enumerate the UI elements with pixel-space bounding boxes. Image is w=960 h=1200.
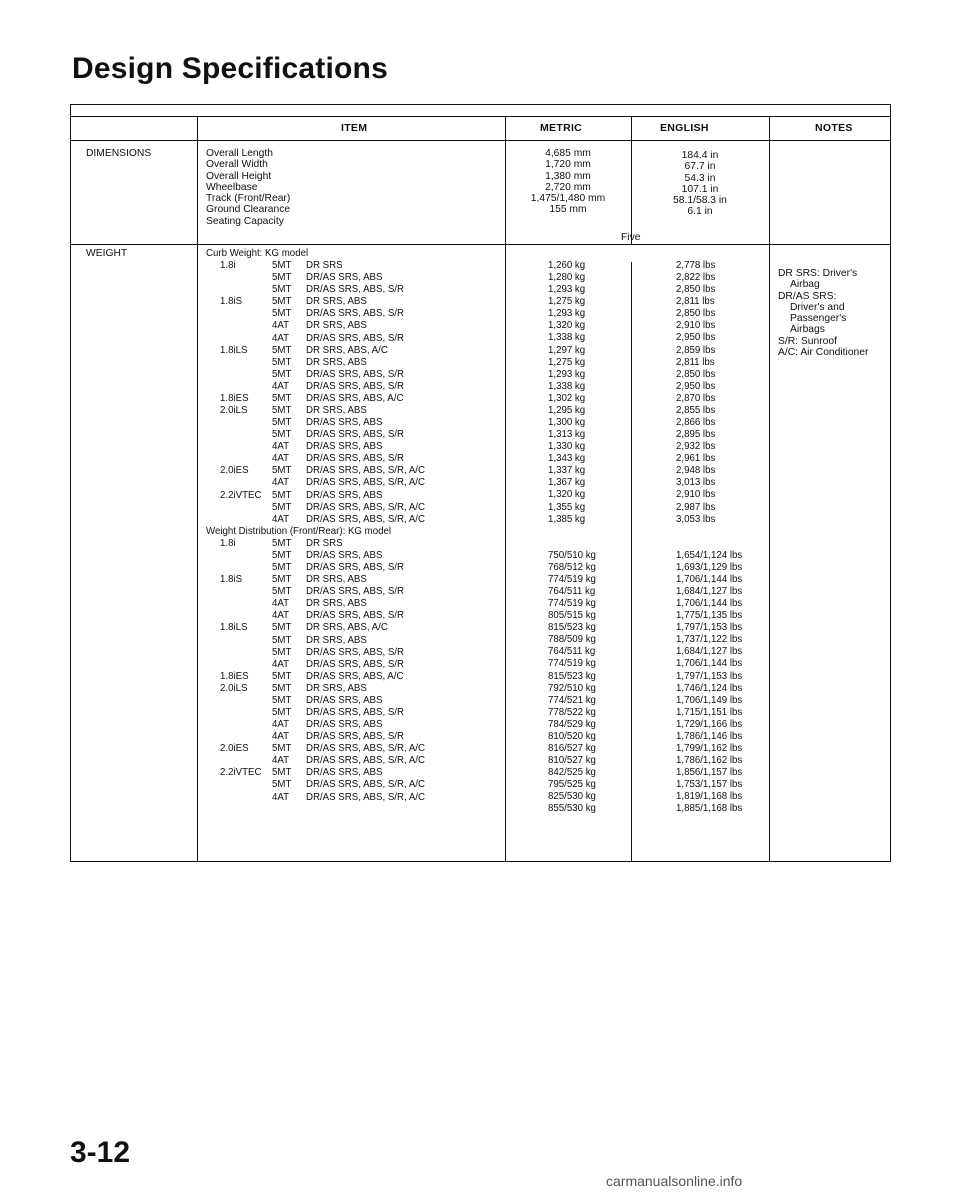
distribution-english: 1,775/1,135 lbs <box>676 610 743 622</box>
equipment: DR/AS SRS, ABS <box>306 694 383 706</box>
weight-config-row <box>206 296 425 308</box>
equipment: DR SRS <box>306 537 343 549</box>
distribution-metric: 816/527 kg <box>548 742 596 754</box>
transmission: 5MT <box>272 706 292 718</box>
model-name: 1.8iLS <box>220 344 248 356</box>
transmission: 5MT <box>272 272 292 284</box>
dimension-metric-value: 1,720 mm <box>545 159 591 171</box>
dimension-metric-value: 1,475/1,480 mm <box>530 193 606 205</box>
weight-config-row <box>206 490 425 502</box>
transmission: 5MT <box>272 368 292 380</box>
curb-weight-metric: 1,385 kg <box>548 513 586 525</box>
transmission: 4AT <box>272 755 290 767</box>
dimensions-english <box>640 150 760 218</box>
curb-weight-english: 2,778 lbs <box>676 260 716 271</box>
weight-items <box>206 248 425 804</box>
curb-weight-english: 2,859 lbs <box>676 344 716 356</box>
transmission: 4AT <box>272 658 290 670</box>
dimension-item: Overall Height <box>206 170 272 182</box>
weight-config-row <box>206 598 425 610</box>
equipment: DR SRS, ABS <box>306 405 367 417</box>
abbreviation-note: Passenger's <box>790 313 847 325</box>
weight-config-row <box>206 767 425 779</box>
weight-config-row <box>206 260 425 272</box>
curb-weight-english: 2,910 lbs <box>676 320 716 332</box>
model-name: 1.8iS <box>220 296 243 308</box>
distribution-english: 1,819/1,168 lbs <box>676 791 743 803</box>
equipment: DR SRS, ABS <box>306 634 367 646</box>
equipment: DR/AS SRS, ABS, S/R, A/C <box>306 513 425 525</box>
transmission: 5MT <box>272 284 292 296</box>
distribution-metric: 795/525 kg <box>548 779 596 791</box>
transmission: 5MT <box>272 501 292 513</box>
curb-weight-metric: 1,260 kg <box>548 260 586 271</box>
transmission: 4AT <box>272 441 290 453</box>
dimension-english-value: 184.4 in <box>681 150 719 161</box>
transmission: 4AT <box>272 719 290 731</box>
abbreviation-note: Airbags <box>790 324 825 336</box>
curb-weight-heading: Curb Weight: KG model <box>206 248 309 259</box>
dimension-item: Overall Width <box>206 159 268 171</box>
equipment: DR/AS SRS, ABS <box>306 719 383 731</box>
distribution-english: 1,715/1,151 lbs <box>676 706 743 718</box>
dimensions-metric <box>512 148 624 216</box>
transmission: 5MT <box>272 694 292 706</box>
distribution-english: 1,706/1,149 lbs <box>676 694 743 706</box>
curb-weight-english: 2,822 lbs <box>676 272 716 284</box>
distribution-metric: 774/521 kg <box>548 694 596 706</box>
distribution-metric: 774/519 kg <box>548 573 596 585</box>
distribution-english: 1,737/1,122 lbs <box>676 634 743 646</box>
dimension-item: Seating Capacity <box>206 215 284 227</box>
weight-config-row <box>206 683 425 695</box>
curb-weight-metric: 1,355 kg <box>548 501 586 513</box>
transmission: 5MT <box>272 537 292 549</box>
distribution-english: 1,746/1,124 lbs <box>676 682 743 694</box>
weight-config-row <box>206 647 425 659</box>
distribution-metric: 792/510 kg <box>548 682 596 694</box>
curb-weight-english: 2,910 lbs <box>676 489 716 501</box>
abbreviation-note: A/C: Air Conditioner <box>778 347 869 359</box>
weight-config-row <box>206 369 425 381</box>
transmission: 5MT <box>272 344 292 356</box>
spec-table <box>70 104 891 862</box>
weight-config-row <box>206 538 425 550</box>
model-name: 2.0iES <box>220 465 249 477</box>
spacer <box>548 526 596 550</box>
header-bottom-rule <box>71 140 890 141</box>
equipment: DR/AS SRS, ABS, S/R, A/C <box>306 477 425 489</box>
curb-weight-english: 2,950 lbs <box>676 380 716 392</box>
abbreviation-note: Driver's and <box>790 301 845 313</box>
equipment: DR/AS SRS, ABS, S/R <box>306 658 404 670</box>
equipment: DR/AS SRS, ABS, S/R <box>306 453 404 465</box>
dimension-metric-value: 4,685 mm <box>545 148 591 159</box>
transmission: 5MT <box>272 356 292 368</box>
abbreviation-note: DR/AS SRS: <box>778 290 837 302</box>
dimensions-items <box>206 148 290 227</box>
weight-config-row <box>206 381 425 393</box>
curb-weight-english: 2,987 lbs <box>676 501 716 513</box>
curb-weight-metric: 1,313 kg <box>548 429 586 441</box>
transmission: 5MT <box>272 634 292 646</box>
distribution-english: 1,797/1,153 lbs <box>676 622 743 634</box>
transmission: 5MT <box>272 574 292 586</box>
curb-weight-english: 2,895 lbs <box>676 429 716 441</box>
abbreviation-note: DR SRS: Driver's <box>778 268 858 279</box>
transmission: 5MT <box>272 743 292 755</box>
transmission: 5MT <box>272 465 292 477</box>
equipment: DR/AS SRS, ABS, S/R <box>306 562 404 574</box>
equipment: DR/AS SRS, ABS <box>306 489 383 501</box>
weight-config-row <box>206 514 425 526</box>
model-name: 2.0iLS <box>220 682 248 694</box>
transmission: 5MT <box>272 429 292 441</box>
transmission: 5MT <box>272 308 292 320</box>
curb-weight-english: 2,811 lbs <box>676 296 715 308</box>
transmission: 4AT <box>272 731 290 743</box>
curb-weight-english: 2,948 lbs <box>676 465 716 477</box>
equipment: DR/AS SRS, ABS, S/R <box>306 646 404 658</box>
equipment: DR/AS SRS, ABS, S/R, A/C <box>306 779 425 791</box>
model-name: 1.8iS <box>220 574 243 586</box>
spacer <box>676 526 742 550</box>
equipment: DR/AS SRS, ABS, A/C <box>306 392 404 404</box>
equipment: DR/AS SRS, ABS, S/R, A/C <box>306 501 425 513</box>
distribution-metric: 842/525 kg <box>548 767 596 779</box>
curb-weight-metric: 1,293 kg <box>548 284 586 296</box>
curb-weight-english: 2,932 lbs <box>676 441 716 453</box>
transmission: 5MT <box>272 489 292 501</box>
transmission: 4AT <box>272 610 290 622</box>
distribution-metric: 815/523 kg <box>548 670 596 682</box>
equipment: DR/AS SRS, ABS <box>306 272 383 284</box>
model-name: 2.2iVTEC <box>220 489 262 501</box>
weight-config-row <box>206 622 425 634</box>
curb-weight-english: 2,961 lbs <box>676 453 716 465</box>
dimension-metric-value: 2,720 mm <box>545 181 591 193</box>
transmission: 5MT <box>272 779 292 791</box>
equipment: DR/AS SRS, ABS, S/R <box>306 284 404 296</box>
curb-weight-metric: 1,302 kg <box>548 392 586 404</box>
equipment: DR/AS SRS, ABS <box>306 549 383 561</box>
weight-config-row <box>206 707 425 719</box>
distribution-metric: 764/511 kg <box>548 646 596 658</box>
distribution-metric: 778/522 kg <box>548 706 596 718</box>
curb-weight-metric: 1,337 kg <box>548 465 586 477</box>
col-divider-section <box>197 117 198 861</box>
transmission: 5MT <box>272 670 292 682</box>
distribution-english: 1,885/1,168 lbs <box>676 803 743 815</box>
section-weight: WEIGHT <box>86 248 128 259</box>
weight-config-row <box>206 429 425 441</box>
distribution-metric: 815/523 kg <box>548 622 596 634</box>
equipment: DR/AS SRS, ABS, S/R <box>306 706 404 718</box>
equipment: DR/AS SRS, ABS, S/R <box>306 610 404 622</box>
weight-config-row <box>206 586 425 598</box>
weight-config-row <box>206 477 425 489</box>
transmission: 4AT <box>272 477 290 489</box>
weight-config-row <box>206 417 425 429</box>
distribution-english: 1,797/1,153 lbs <box>676 670 743 682</box>
equipment: DR SRS, ABS <box>306 320 367 332</box>
section-dimensions: DIMENSIONS <box>86 148 152 159</box>
transmission: 5MT <box>272 622 292 634</box>
model-name: 1.8i <box>220 537 236 549</box>
curb-weight-english: 2,850 lbs <box>676 284 716 296</box>
distribution-english: 1,856/1,157 lbs <box>676 767 743 779</box>
transmission: 5MT <box>272 682 292 694</box>
curb-weight-metric: 1,300 kg <box>548 417 586 429</box>
transmission: 4AT <box>272 513 290 525</box>
curb-weight-metric: 1,297 kg <box>548 344 586 356</box>
distribution-english: 1,786/1,146 lbs <box>676 730 743 742</box>
model-name: 2.0iES <box>220 743 249 755</box>
curb-weight-english: 2,850 lbs <box>676 368 716 380</box>
model-name: 1.8iLS <box>220 622 248 634</box>
equipment: DR/AS SRS, ABS, S/R, A/C <box>306 743 425 755</box>
weight-config-row <box>206 550 425 562</box>
abbreviation-note: Airbag <box>790 279 820 291</box>
curb-weight-metric: 1,275 kg <box>548 356 586 368</box>
header-top-rule <box>71 116 890 117</box>
weight-config-row <box>206 502 425 514</box>
abbreviation-note: S/R: Sunroof <box>778 335 837 347</box>
transmission: 5MT <box>272 767 292 779</box>
equipment: DR SRS, ABS <box>306 296 367 308</box>
weight-config-row <box>206 284 425 296</box>
distribution-metric: 810/520 kg <box>548 730 596 742</box>
equipment: DR SRS, ABS <box>306 598 367 610</box>
curb-weight-metric: 1,330 kg <box>548 441 586 453</box>
weight-config-row <box>206 671 425 683</box>
col-divider-english <box>769 117 770 861</box>
weight-config-row <box>206 574 425 586</box>
equipment: DR SRS, ABS <box>306 682 367 694</box>
col-divider-item <box>505 117 506 861</box>
weight-metric <box>548 260 596 815</box>
header-english: ENGLISH <box>660 122 709 134</box>
transmission: 5MT <box>272 260 292 272</box>
transmission: 5MT <box>272 296 292 308</box>
dimension-english-value: 6.1 in <box>687 206 713 218</box>
curb-weight-metric: 1,293 kg <box>548 308 586 320</box>
weight-config-row <box>206 695 425 707</box>
transmission: 5MT <box>272 549 292 561</box>
distribution-english: 1,753/1,157 lbs <box>676 779 743 791</box>
page-number: 3-12 <box>70 1136 131 1169</box>
weight-config-row <box>206 320 425 332</box>
equipment: DR SRS <box>306 260 343 272</box>
dimension-item: Ground Clearance <box>206 204 291 216</box>
weight-config-row <box>206 308 425 320</box>
curb-weight-english: 2,850 lbs <box>676 308 716 320</box>
transmission: 5MT <box>272 405 292 417</box>
curb-weight-english: 2,811 lbs <box>676 356 715 368</box>
curb-weight-metric: 1,338 kg <box>548 380 586 392</box>
col-divider-metric <box>631 117 632 244</box>
transmission: 5MT <box>272 646 292 658</box>
dimensions-bottom-rule <box>71 244 890 245</box>
curb-weight-metric: 1,338 kg <box>548 332 586 344</box>
weight-config-row <box>206 635 425 647</box>
weight-config-row <box>206 357 425 369</box>
weight-config-row <box>206 743 425 755</box>
dimension-metric-value: 155 mm <box>549 204 587 216</box>
weight-config-row <box>206 610 425 622</box>
weight-config-row <box>206 345 425 357</box>
weight-config-row <box>206 465 425 477</box>
transmission: 4AT <box>272 453 290 465</box>
distribution-metric: 774/519 kg <box>548 658 596 670</box>
equipment: DR/AS SRS, ABS, S/R <box>306 380 404 392</box>
equipment: DR SRS, ABS <box>306 356 367 368</box>
distribution-english: 1,684/1,127 lbs <box>676 585 743 597</box>
transmission: 5MT <box>272 586 292 598</box>
transmission: 4AT <box>272 332 290 344</box>
distribution-metric: 825/530 kg <box>548 791 596 803</box>
curb-weight-english: 2,866 lbs <box>676 417 716 429</box>
equipment: DR/AS SRS, ABS, A/C <box>306 670 404 682</box>
equipment: DR/AS SRS, ABS, S/R <box>306 731 404 743</box>
weight-config-row <box>206 792 425 804</box>
equipment: DR/AS SRS, ABS <box>306 441 383 453</box>
weight-config-row <box>206 272 425 284</box>
transmission: 4AT <box>272 380 290 392</box>
distribution-metric: 810/527 kg <box>548 755 596 767</box>
transmission: 5MT <box>272 562 292 574</box>
distribution-english: 1,684/1,127 lbs <box>676 646 743 658</box>
model-name: 2.2iVTEC <box>220 767 262 779</box>
curb-weight-metric: 1,320 kg <box>548 489 586 501</box>
equipment: DR/AS SRS, ABS, S/R <box>306 429 404 441</box>
equipment: DR/AS SRS, ABS, S/R <box>306 368 404 380</box>
curb-weight-metric: 1,280 kg <box>548 272 586 284</box>
weight-config-row <box>206 719 425 731</box>
dimension-english-value: 107.1 in <box>681 183 719 195</box>
equipment: DR SRS, ABS, A/C <box>306 344 388 356</box>
weight-config-row <box>206 731 425 743</box>
weight-notes <box>778 268 868 358</box>
equipment: DR/AS SRS, ABS <box>306 417 383 429</box>
dimension-item: Wheelbase <box>206 181 258 193</box>
distribution-metric: 764/511 kg <box>548 585 596 597</box>
equipment: DR SRS, ABS <box>306 574 367 586</box>
weight-config-row <box>206 779 425 791</box>
curb-weight-metric: 1,367 kg <box>548 477 586 489</box>
weight-config-row <box>206 659 425 671</box>
curb-weight-english: 3,013 lbs <box>676 477 716 489</box>
dimension-metric-value: 1,380 mm <box>545 170 591 182</box>
curb-weight-metric: 1,343 kg <box>548 453 586 465</box>
page-title: Design Specifications <box>72 52 388 85</box>
distribution-metric: 768/512 kg <box>548 561 596 573</box>
dimension-english-value: 67.7 in <box>684 161 716 173</box>
dimension-english-value: 58.1/58.3 in <box>673 195 727 207</box>
weight-distribution-heading: Weight Distribution (Front/Rear): KG model <box>206 525 392 537</box>
weight-config-row <box>206 441 425 453</box>
distribution-english: 1,706/1,144 lbs <box>676 598 743 610</box>
weight-config-row <box>206 393 425 405</box>
curb-weight-english: 2,950 lbs <box>676 332 716 344</box>
transmission: 4AT <box>272 598 290 610</box>
distribution-english: 1,654/1,124 lbs <box>676 549 743 561</box>
seating-capacity-value: Five <box>621 232 641 243</box>
distribution-metric: 805/515 kg <box>548 610 596 622</box>
header-metric: METRIC <box>540 122 583 134</box>
model-name: 2.0iLS <box>220 405 248 417</box>
weight-config-row <box>206 755 425 767</box>
curb-weight-english: 3,053 lbs <box>676 513 716 525</box>
distribution-english: 1,799/1,162 lbs <box>676 742 743 754</box>
curb-weight-metric: 1,275 kg <box>548 296 586 308</box>
col-divider-metric-lower <box>631 262 632 861</box>
transmission: 5MT <box>272 392 292 404</box>
distribution-english: 1,786/1,162 lbs <box>676 755 743 767</box>
equipment: DR/AS SRS, ABS <box>306 767 383 779</box>
equipment: DR/AS SRS, ABS, S/R <box>306 332 404 344</box>
distribution-metric: 774/519 kg <box>548 598 596 610</box>
dimension-english-value: 54.3 in <box>684 172 716 184</box>
equipment: DR/AS SRS, ABS, S/R, A/C <box>306 755 425 767</box>
header-item: ITEM <box>341 122 368 134</box>
equipment: DR SRS, ABS, A/C <box>306 622 388 634</box>
equipment: DR/AS SRS, ABS, S/R, A/C <box>306 465 425 477</box>
curb-weight-english: 2,870 lbs <box>676 392 716 404</box>
distribution-english: 1,706/1,144 lbs <box>676 573 743 585</box>
transmission: 5MT <box>272 417 292 429</box>
weight-config-row <box>206 405 425 417</box>
weight-config-row <box>206 562 425 574</box>
distribution-metric: 855/530 kg <box>548 803 596 815</box>
transmission: 4AT <box>272 791 290 803</box>
model-name: 1.8iES <box>220 670 249 682</box>
distribution-metric: 750/510 kg <box>548 549 596 561</box>
transmission: 4AT <box>272 320 290 332</box>
header-notes: NOTES <box>815 122 853 134</box>
dimension-item: Overall Length <box>206 148 273 159</box>
curb-weight-english: 2,855 lbs <box>676 404 716 416</box>
equipment: DR/AS SRS, ABS, S/R <box>306 308 404 320</box>
dimension-item: Track (Front/Rear) <box>206 193 291 205</box>
weight-english <box>676 260 742 815</box>
watermark: carmanualsonline.info <box>606 1173 743 1189</box>
equipment: DR/AS SRS, ABS, S/R, A/C <box>306 791 425 803</box>
weight-config-row <box>206 453 425 465</box>
weight-config-row <box>206 333 425 345</box>
curb-weight-metric: 1,320 kg <box>548 320 586 332</box>
distribution-metric: 784/529 kg <box>548 718 596 730</box>
model-name: 1.8i <box>220 260 236 272</box>
distribution-english: 1,693/1,129 lbs <box>676 561 743 573</box>
model-name: 1.8iES <box>220 392 249 404</box>
distribution-english: 1,729/1,166 lbs <box>676 718 743 730</box>
curb-weight-metric: 1,295 kg <box>548 404 586 416</box>
equipment: DR/AS SRS, ABS, S/R <box>306 586 404 598</box>
distribution-metric: 788/509 kg <box>548 634 596 646</box>
distribution-english: 1,706/1,144 lbs <box>676 658 743 670</box>
curb-weight-metric: 1,293 kg <box>548 368 586 380</box>
